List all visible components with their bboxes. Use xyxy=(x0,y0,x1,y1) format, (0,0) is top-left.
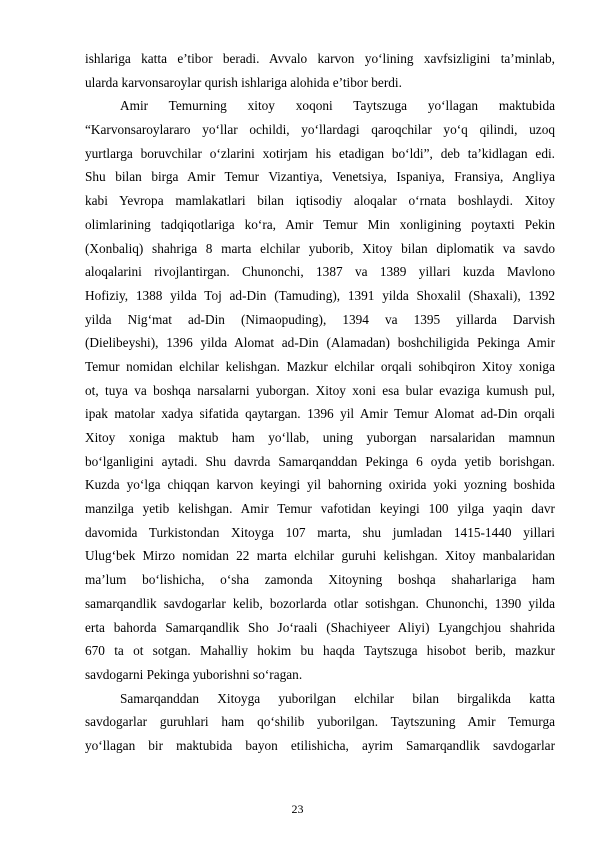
text-line: Hofiziy, 1388 yilda Toj ad-Din (Tamuding), 1391 yilda Shoxalil (Shaxali), 1392 xyxy=(85,287,555,303)
text-line: yo‘llagan bir maktubida bayon etilishicha, ayrim Samarqandlik savdogarlar xyxy=(85,737,555,753)
text-line: savdogarni Pekinga yuborishni so‘ragan. xyxy=(85,666,303,682)
text-line: yilda Nig‘mat ad-Din (Nimaopuding), 1394 va 1395 yillarda Darvish xyxy=(85,311,555,327)
page-number: 23 xyxy=(291,802,304,816)
text-line: manzilga yetib kelishgan. Amir Temur vafotidan keyingi 100 yilga yaqin davr xyxy=(85,501,555,517)
text-line: ot, tuya va boshqa narsalarni yuborgan. Xitoy xoni esa bular evaziga kumush pul, xyxy=(85,382,555,398)
text-line: Temur nomidan elchilar kelishgan. Mazkur elchilar orqali sohibqiron Xitoy xoniga xyxy=(85,358,555,374)
text-line: yurtlarga boruvchilar o‘zlarini xotirjam his etadigan bo‘ldi”, deb ta’kidlagan edi. xyxy=(85,145,555,161)
paragraph-start-line: Samarqanddan Xitoyga yuborilgan elchilar bilan birgalikda katta xyxy=(120,690,555,706)
text-line: samarqandlik savdogarlar kelib, bozorlarda otlar sotishgan. Chunonchi, 1390 yilda xyxy=(85,595,555,611)
paragraph-start-line: Amir Temurning xitoy xoqoni Taytszuga yo‘llagan maktubida xyxy=(120,98,555,114)
text-line: savdogarlar guruhlari ham qo‘shilib yuborilgan. Taytszuning Amir Temurga xyxy=(85,714,555,730)
text-line: kabi Yevropa mamlakatlari bilan iqtisodiy aloqalar o‘rnata boshlaydi. Xitoy xyxy=(85,193,555,209)
text-line: (Xonbaliq) shahriga 8 marta elchilar yuborib, Xitoy bilan diplomatik va savdo xyxy=(85,240,555,256)
text-line: erta bahorda Samarqandlik Sho Jo‘raali (Shachiyeer Aliyi) Lyangchjou shahrida xyxy=(85,619,555,635)
text-line: olimlarining tadqiqotlariga ko‘ra, Amir Temur Min xonligining poytaxti Pekin xyxy=(85,216,555,232)
text-line: Xitoy xoniga maktub ham yo‘llab, uning yuborgan narsalaridan mamnun xyxy=(85,430,555,445)
text-line: Shu bilan birga Amir Temur Vizantiya, Venetsiya, Ispaniya, Fransiya, Angliya xyxy=(85,169,555,185)
text-line: Ulug‘bek Mirzo nomidan 22 marta elchilar guruhi kelishgan. Xitoy manbalaridan xyxy=(85,548,555,564)
text-line: Kuzda yo‘lga chiqqan karvon keyingi yil bahorning oxirida yoki yozning boshida xyxy=(85,477,555,493)
body-text xyxy=(85,47,555,758)
text-line: “Karvonsaroylararo yo‘llar ochildi, yo‘llardagi qaroqchilar yo‘q qilindi, uzoq xyxy=(85,122,555,138)
text-line: ularda karvonsaroylar qurish ishlariga alohida e’tibor berdi. xyxy=(85,74,402,90)
text-line: aloqalarini rivojlantirgan. Chunonchi, 1387 va 1389 yillari kuzda Mavlono xyxy=(85,264,555,280)
text-line: davomida Turkistondan Xitoyga 107 marta, shu jumladan 1415-1440 yillari xyxy=(85,524,555,540)
text-line: ishlariga katta e’tibor beradi. Avvalo karvon yo‘lining xavfsizligini ta’minlab, xyxy=(85,51,555,66)
text-line: (Dielibeyshi), 1396 yilda Alomat ad-Din (Alamadan) boshchiligida Pekinga Amir xyxy=(85,335,555,351)
text-line: 670 ta ot sotgan. Mahalliy hokim bu haqda Taytszuga hisobot berib, mazkur xyxy=(85,643,555,659)
text-line: ipak matolar xadya sifatida qaytargan. 1396 yil Amir Temur Alomat ad-Din orqali xyxy=(85,406,555,422)
text-line: bo‘lganligini aytadi. Shu davrda Samarqanddan Pekinga 6 oyda yetib borishgan. xyxy=(85,453,555,469)
text-line: ma’lum bo‘lishicha, o‘sha zamonda Xitoyning boshqa shaharlariga ham xyxy=(85,572,555,588)
